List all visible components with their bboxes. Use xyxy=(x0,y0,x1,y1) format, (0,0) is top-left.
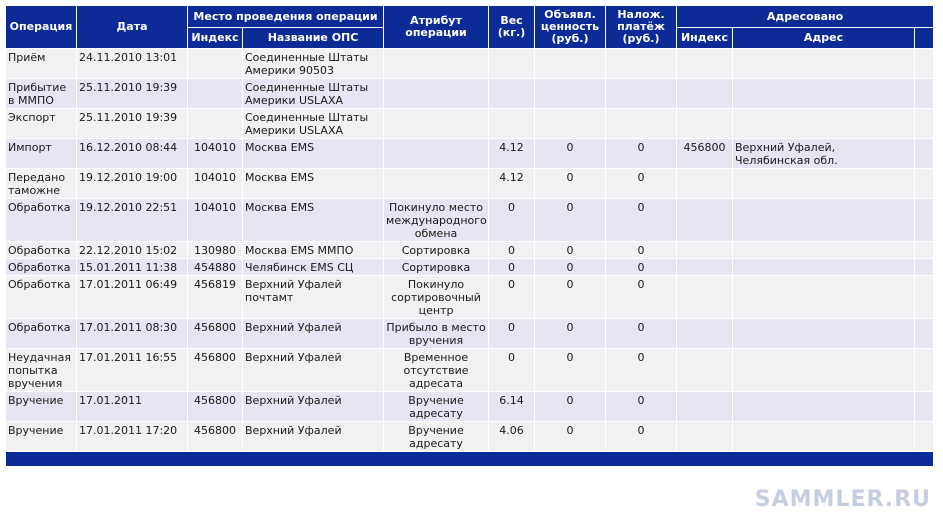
table-row xyxy=(6,49,934,79)
date-cell: 17.01.2011 xyxy=(77,392,188,422)
attribute-cell: Сортировка xyxy=(384,242,489,259)
date-cell: 19.12.2010 19:00 xyxy=(77,169,188,199)
table-row xyxy=(6,349,934,392)
date-cell: 25.11.2010 19:39 xyxy=(77,109,188,139)
cod-cell: 0 xyxy=(606,169,677,199)
date-cell: 17.01.2011 16:55 xyxy=(77,349,188,392)
spacer-cell xyxy=(915,259,934,276)
declared-value-cell xyxy=(535,79,606,109)
ops-name-cell: Москва EMS xyxy=(243,199,384,242)
index-cell: 456800 xyxy=(188,319,243,349)
ops-name-cell: Верхний Уфалей xyxy=(243,349,384,392)
cod-cell: 0 xyxy=(606,276,677,319)
address-cell: Верхний Уфалей, Челябинская обл. xyxy=(733,139,915,169)
index-cell: 104010 xyxy=(188,169,243,199)
spacer-cell xyxy=(915,276,934,319)
addr-index-cell xyxy=(677,422,733,452)
ops-name-cell: Соединенные Штаты Америки 90503 xyxy=(243,49,384,79)
attribute-cell xyxy=(384,139,489,169)
ops-name-cell: Москва EMS ММПО xyxy=(243,242,384,259)
date-cell: 17.01.2011 17:20 xyxy=(77,422,188,452)
operation-cell: Передано таможне xyxy=(6,169,77,199)
table-row xyxy=(6,319,934,349)
attribute-cell: Вручение адресату xyxy=(384,392,489,422)
spacer-cell xyxy=(915,139,934,169)
operation-cell: Импорт xyxy=(6,139,77,169)
weight-cell xyxy=(489,49,535,79)
cod-cell: 0 xyxy=(606,349,677,392)
address-cell xyxy=(733,259,915,276)
attribute-cell: Сортировка xyxy=(384,259,489,276)
date-cell: 25.11.2010 19:39 xyxy=(77,79,188,109)
declared-value-cell: 0 xyxy=(535,276,606,319)
addr-index-cell xyxy=(677,349,733,392)
address-cell xyxy=(733,169,915,199)
ops-name-cell: Москва EMS xyxy=(243,169,384,199)
footer-bar xyxy=(6,452,934,467)
declared-value-cell: 0 xyxy=(535,319,606,349)
cod-cell xyxy=(606,49,677,79)
index-cell: 456800 xyxy=(188,392,243,422)
col-address-header: Адрес xyxy=(733,28,915,49)
ops-name-cell: Челябинск EMS СЦ xyxy=(243,259,384,276)
operation-cell: Вручение xyxy=(6,422,77,452)
addr-index-cell xyxy=(677,242,733,259)
spacer-cell xyxy=(915,49,934,79)
tracking-table xyxy=(5,5,934,467)
weight-cell: 0 xyxy=(489,276,535,319)
index-cell: 454880 xyxy=(188,259,243,276)
attribute-cell xyxy=(384,79,489,109)
spacer-cell xyxy=(915,319,934,349)
declared-value-cell: 0 xyxy=(535,242,606,259)
table-row xyxy=(6,392,934,422)
watermark-text: SAMMLER.RU xyxy=(754,487,931,512)
table-row xyxy=(6,199,934,242)
attribute-cell: Покинуло сортировочный центр xyxy=(384,276,489,319)
ops-name-cell: Москва EMS xyxy=(243,139,384,169)
table-footer xyxy=(6,452,934,467)
index-cell xyxy=(188,49,243,79)
date-cell: 19.12.2010 22:51 xyxy=(77,199,188,242)
date-cell: 15.01.2011 11:38 xyxy=(77,259,188,276)
operation-cell: Приём xyxy=(6,49,77,79)
address-cell xyxy=(733,49,915,79)
declared-value-cell: 0 xyxy=(535,259,606,276)
declared-value-cell: 0 xyxy=(535,199,606,242)
ops-name-cell: Верхний Уфалей почтамт xyxy=(243,276,384,319)
operation-cell: Обработка xyxy=(6,242,77,259)
operation-cell: Обработка xyxy=(6,319,77,349)
index-cell: 130980 xyxy=(188,242,243,259)
weight-cell: 0 xyxy=(489,349,535,392)
addr-index-cell xyxy=(677,49,733,79)
address-cell xyxy=(733,199,915,242)
ops-name-cell: Соединенные Штаты Америки USLAXA xyxy=(243,109,384,139)
table-row xyxy=(6,139,934,169)
col-place-index-header: Индекс xyxy=(188,28,243,49)
col-declared-value-header: Объявл. ценность (руб.) xyxy=(535,6,606,49)
date-cell: 24.11.2010 13:01 xyxy=(77,49,188,79)
col-place-name-header: Название ОПС xyxy=(243,28,384,49)
ops-name-cell: Верхний Уфалей xyxy=(243,319,384,349)
date-cell: 16.12.2010 08:44 xyxy=(77,139,188,169)
spacer-cell xyxy=(915,199,934,242)
spacer-cell xyxy=(915,349,934,392)
index-cell: 456800 xyxy=(188,422,243,452)
address-cell xyxy=(733,392,915,422)
declared-value-cell: 0 xyxy=(535,422,606,452)
cod-cell: 0 xyxy=(606,392,677,422)
table-body xyxy=(6,49,934,452)
addr-index-cell xyxy=(677,109,733,139)
index-cell: 456819 xyxy=(188,276,243,319)
weight-cell xyxy=(489,109,535,139)
cod-cell: 0 xyxy=(606,199,677,242)
operation-cell: Вручение xyxy=(6,392,77,422)
col-addr-index-header: Индекс xyxy=(677,28,733,49)
ops-name-cell: Верхний Уфалей xyxy=(243,392,384,422)
cod-cell: 0 xyxy=(606,319,677,349)
table-row xyxy=(6,79,934,109)
table-row xyxy=(6,242,934,259)
index-cell xyxy=(188,79,243,109)
declared-value-cell: 0 xyxy=(535,169,606,199)
index-cell xyxy=(188,109,243,139)
table-header xyxy=(6,6,934,49)
col-attribute-header: Атрибут операции xyxy=(384,6,489,49)
address-cell xyxy=(733,79,915,109)
operation-cell: Экспорт xyxy=(6,109,77,139)
table-row xyxy=(6,276,934,319)
table-row xyxy=(6,422,934,452)
cod-cell: 0 xyxy=(606,259,677,276)
weight-cell: 0 xyxy=(489,199,535,242)
weight-cell: 0 xyxy=(489,259,535,276)
operation-cell: Прибытие в ММПО xyxy=(6,79,77,109)
attribute-cell xyxy=(384,169,489,199)
attribute-cell: Покинуло место международного обмена xyxy=(384,199,489,242)
date-cell: 17.01.2011 08:30 xyxy=(77,319,188,349)
spacer-cell xyxy=(915,109,934,139)
ops-name-cell: Соединенные Штаты Америки USLAXA xyxy=(243,79,384,109)
address-cell xyxy=(733,242,915,259)
operation-cell: Обработка xyxy=(6,199,77,242)
col-weight-header: Вес (кг.) xyxy=(489,6,535,49)
address-cell xyxy=(733,349,915,392)
addr-index-cell xyxy=(677,79,733,109)
weight-cell: 4.06 xyxy=(489,422,535,452)
col-addressed-group-header: Адресовано xyxy=(677,6,934,28)
table-row xyxy=(6,109,934,139)
cod-cell: 0 xyxy=(606,139,677,169)
weight-cell: 0 xyxy=(489,319,535,349)
spacer-cell xyxy=(915,169,934,199)
cod-cell xyxy=(606,109,677,139)
date-cell: 22.12.2010 15:02 xyxy=(77,242,188,259)
index-cell: 456800 xyxy=(188,349,243,392)
attribute-cell: Временное отсутствие адресата xyxy=(384,349,489,392)
weight-cell xyxy=(489,79,535,109)
address-cell xyxy=(733,319,915,349)
addr-index-cell xyxy=(677,319,733,349)
index-cell: 104010 xyxy=(188,199,243,242)
weight-cell: 4.12 xyxy=(489,139,535,169)
operation-cell: Обработка xyxy=(6,259,77,276)
date-cell: 17.01.2011 06:49 xyxy=(77,276,188,319)
attribute-cell: Прибыло в место вручения xyxy=(384,319,489,349)
cod-cell: 0 xyxy=(606,422,677,452)
spacer-cell xyxy=(915,242,934,259)
declared-value-cell: 0 xyxy=(535,392,606,422)
address-cell xyxy=(733,422,915,452)
spacer-cell xyxy=(915,392,934,422)
weight-cell: 4.12 xyxy=(489,169,535,199)
addr-index-cell xyxy=(677,259,733,276)
spacer-cell xyxy=(915,422,934,452)
operation-cell: Обработка xyxy=(6,276,77,319)
col-spacer-header xyxy=(915,28,934,49)
attribute-cell xyxy=(384,109,489,139)
addr-index-cell xyxy=(677,169,733,199)
cod-cell: 0 xyxy=(606,242,677,259)
declared-value-cell xyxy=(535,49,606,79)
spacer-cell xyxy=(915,79,934,109)
weight-cell: 0 xyxy=(489,242,535,259)
cod-cell xyxy=(606,79,677,109)
addr-index-cell xyxy=(677,276,733,319)
address-cell xyxy=(733,276,915,319)
operation-cell: Неудачная попытка вручения xyxy=(6,349,77,392)
address-cell xyxy=(733,109,915,139)
col-operation-header: Операция xyxy=(6,6,77,49)
table-row xyxy=(6,169,934,199)
addr-index-cell: 456800 xyxy=(677,139,733,169)
table-row xyxy=(6,259,934,276)
attribute-cell xyxy=(384,49,489,79)
weight-cell: 6.14 xyxy=(489,392,535,422)
declared-value-cell: 0 xyxy=(535,349,606,392)
ops-name-cell: Верхний Уфалей xyxy=(243,422,384,452)
declared-value-cell xyxy=(535,109,606,139)
addr-index-cell xyxy=(677,392,733,422)
col-place-group-header: Место проведения операции xyxy=(188,6,384,28)
tracking-table-wrapper xyxy=(5,5,933,467)
index-cell: 104010 xyxy=(188,139,243,169)
addr-index-cell xyxy=(677,199,733,242)
attribute-cell: Вручение адресату xyxy=(384,422,489,452)
declared-value-cell: 0 xyxy=(535,139,606,169)
col-cod-header: Налож. платёж (руб.) xyxy=(606,6,677,49)
col-date-header: Дата xyxy=(77,6,188,49)
